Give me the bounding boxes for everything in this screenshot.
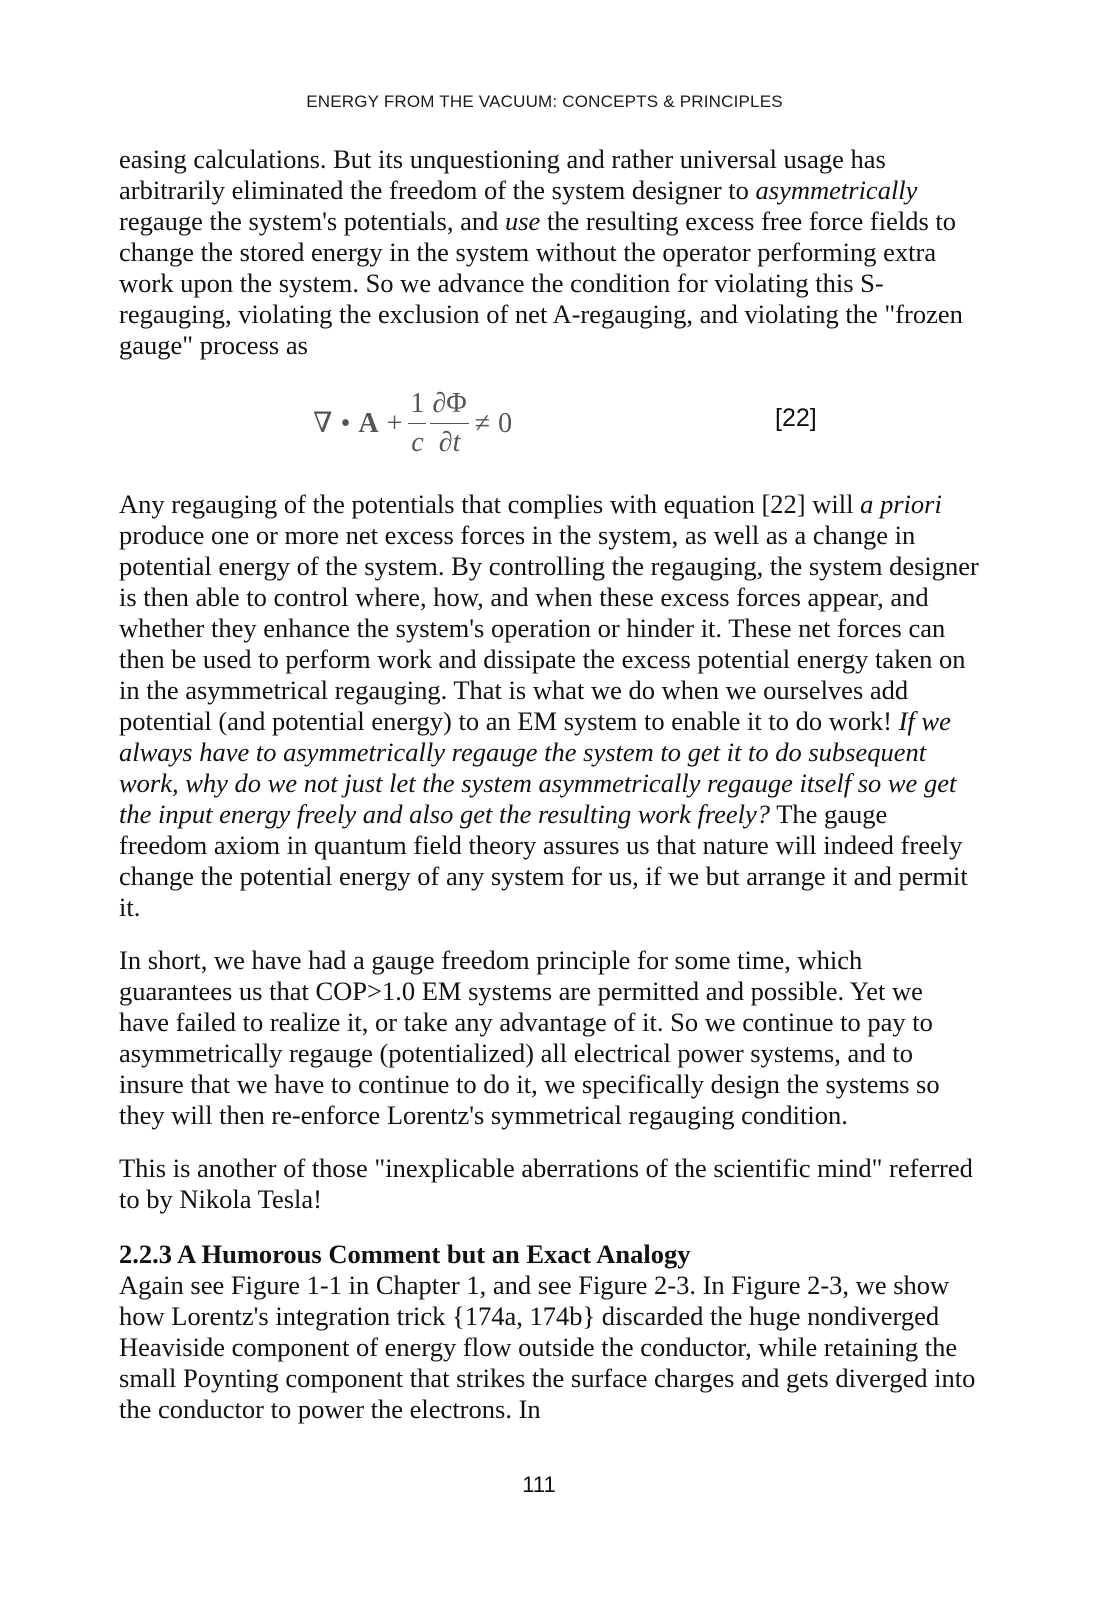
fraction-one-numerator: 1 xyxy=(408,387,426,424)
equation-22 xyxy=(309,367,516,479)
paragraph-3: In short, we have had a gauge freedom principle for some time, which guarantees us that COP>1.0 EM systems are permitted and possible. Yet we have failed to realize it, or take any advantage of it. So we continue to pay to asymmetrically regauge (potentialized) all electrical power systems, and to insure that we have to continue to do it, we specifically design the systems so they will then re-enforce Lorentz's symmetrical regauging condition. xyxy=(119,945,940,1130)
zero-value: 0 xyxy=(498,407,513,439)
fraction-two-numerator: ∂Φ xyxy=(430,387,468,424)
paragraph-2-emphasis-a: a priori xyxy=(860,489,942,519)
paragraph-2 xyxy=(119,489,979,923)
equation-label: [22] xyxy=(775,404,817,432)
vector-potential-symbol: A xyxy=(358,407,379,439)
section-paragraph: Again see Figure 1-1 in Chapter 1, and see Figure 2-3. In Figure 2-3, we show how Lorentz's integration trick {174a, 174b} discarded the huge nondiverged Heaviside component of energy flow outside the conductor, while retaining the small Poynting component that strikes the surface charges and gets diverged into the conductor to power the electrons. In xyxy=(119,1270,976,1424)
dot-operator: • xyxy=(340,407,351,439)
paragraph-2-text-a: Any regauging of the potentials that complies with equation [22] will xyxy=(119,489,861,519)
paragraph-1 xyxy=(119,144,979,361)
equation-block xyxy=(119,367,979,479)
fraction-one-over-c xyxy=(406,387,428,460)
paragraph-2-emphasis-b: If we always have to asymmetrically regauge the system to get it to do subsequent work, why do we not just let the system asymmetrically regauge itself so we get the input energy freely and also get the resulting work freely? xyxy=(119,706,957,829)
not-equal-operator: ≠ xyxy=(474,407,491,439)
paragraph-1-text-c: the resulting excess free force fields to change the stored energy in the system without the operator performing extra work upon the system. So we advance the condition for violating this S-regauging, violating the exclusion of net A-regauging, and violating the "frozen gauge" process as xyxy=(119,206,963,360)
page-number: 111 xyxy=(522,1472,556,1497)
paragraph-1-text-b: regauge the system's potentials, and xyxy=(119,206,505,236)
fraction-one-denominator: c xyxy=(411,426,424,458)
paragraph-1-emphasis-b: use xyxy=(504,206,541,236)
paragraph-1-text-a: easing calculations. But its unquestioning and rather universal usage has arbitrarily eliminated the freedom of the system designer to xyxy=(119,144,886,205)
fraction-partial-phi-over-partial-t xyxy=(428,387,470,460)
plus-operator: + xyxy=(386,407,403,439)
nabla-symbol: ∇ xyxy=(313,407,333,439)
page-body xyxy=(119,144,979,1425)
fraction-two-denominator: ∂t xyxy=(438,426,461,458)
paragraph-2-text-b: produce one or more net excess forces in the system, as well as a change in potential energy of the system. By controlling the regauging, the system designer is then able to control where, how, and when these excess forces appear, and whether they enhance the system's operation or hinder it. These net forces can then be used to perform work and dissipate the excess potential energy taken on in the asymmetrical regauging. That is what we do when we ourselves add potential (and potential energy) to an EM system to enable it to do work! xyxy=(119,520,979,736)
paragraph-1-emphasis-a: asymmetrically xyxy=(755,175,918,205)
running-header: ENERGY FROM THE VACUUM: CONCEPTS & PRINCIPLES xyxy=(306,92,783,111)
paragraph-2-text-c: The gauge freedom axiom in quantum field theory assures us that nature will indeed freely change the potential energy of any system for us, if we but arrange it and permit it. xyxy=(119,799,968,922)
paragraph-4: This is another of those "inexplicable aberrations of the scientific mind" referred to by Nikola Tesla! xyxy=(119,1153,973,1214)
section-heading: 2.2.3 A Humorous Comment but an Exact Analogy xyxy=(119,1239,691,1269)
